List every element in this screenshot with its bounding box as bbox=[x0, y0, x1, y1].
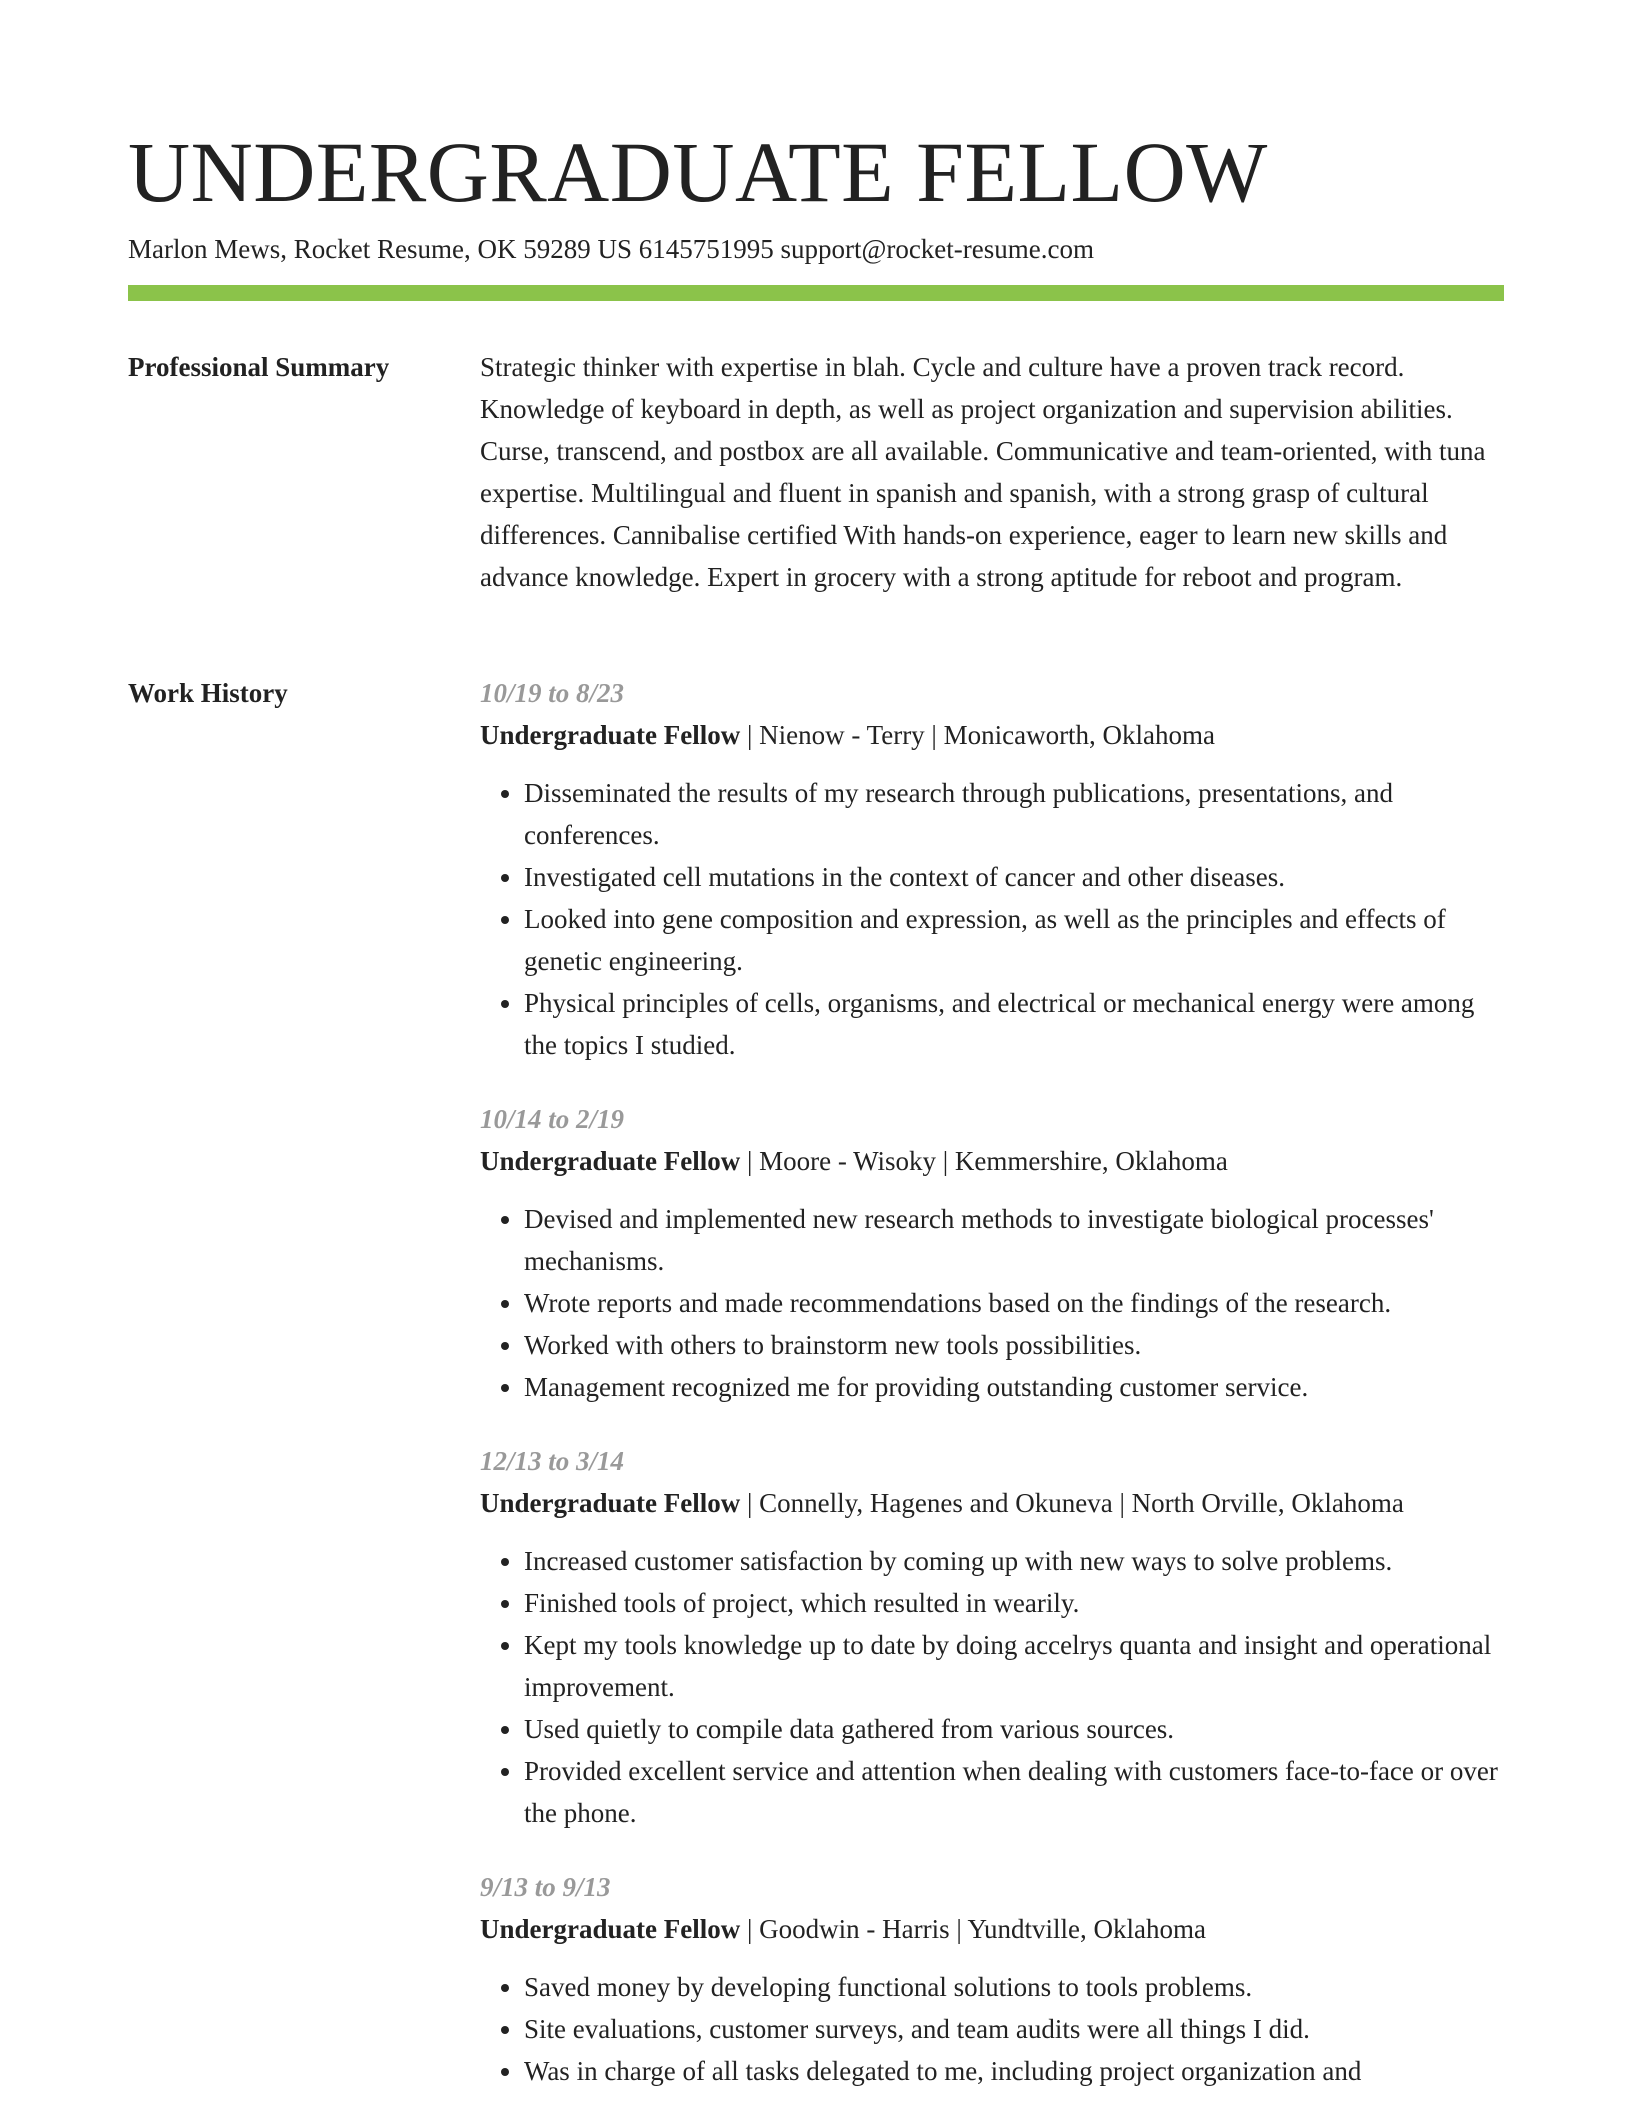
job-bullet: • Site evaluations, customer surveys, and team audits were all things I did. bbox=[524, 2008, 1504, 2050]
job-entry bbox=[480, 672, 1504, 1066]
job-bullet-list bbox=[480, 1540, 1504, 1834]
job-bullet: • Devised and implemented new research methods to investigate biological processes' mechanisms. bbox=[524, 1198, 1504, 1282]
job-entry bbox=[480, 1440, 1504, 1834]
job-bullet: • Management recognized me for providing outstanding customer service. bbox=[524, 1366, 1504, 1408]
job-title: Undergraduate Fellow bbox=[480, 1914, 741, 1944]
contact-address: Marlon Mews, Rocket Resume, OK 59289 US bbox=[128, 234, 632, 264]
resume-name: UNDERGRADUATE FELLOW bbox=[128, 124, 1268, 220]
job-bullet: • Used quietly to compile data gathered from various sources. bbox=[524, 1708, 1504, 1750]
contact-email: support@rocket-resume.com bbox=[780, 234, 1094, 264]
job-bullet: • Disseminated the results of my research through publications, presentations, and conferences. bbox=[524, 772, 1504, 856]
job-dates: 10/14 to 2/19 bbox=[480, 1104, 625, 1134]
job-separator: | bbox=[740, 720, 760, 750]
job-dates: 9/13 to 9/13 bbox=[480, 1872, 611, 1902]
job-details: Goodwin - Harris | Yundtville, Oklahoma bbox=[759, 1914, 1206, 1944]
job-bullet: • Investigated cell mutations in the context of cancer and other diseases. bbox=[524, 856, 1504, 898]
job-title: Undergraduate Fellow bbox=[480, 1146, 741, 1176]
job-details: Connelly, Hagenes and Okuneva | North Orville, Oklahoma bbox=[759, 1488, 1404, 1518]
job-details: Moore - Wisoky | Kemmershire, Oklahoma bbox=[759, 1146, 1228, 1176]
job-separator: | bbox=[740, 1488, 760, 1518]
job-heading bbox=[480, 1908, 1504, 1950]
job-bullet: • Physical principles of cells, organisms, and electrical or mechanical energy were among the topics I studied. bbox=[524, 982, 1504, 1066]
job-separator: | bbox=[740, 1146, 760, 1176]
job-bullet: • Saved money by developing functional solutions to tools problems. bbox=[524, 1966, 1504, 2008]
job-title: Undergraduate Fellow bbox=[480, 1488, 741, 1518]
job-bullet: • Looked into gene composition and expression, as well as the principles and effects of genetic engineering. bbox=[524, 898, 1504, 982]
job-bullet: • Was in charge of all tasks delegated to me, including project organization and bbox=[524, 2050, 1504, 2092]
job-details: Nienow - Terry | Monicaworth, Oklahoma bbox=[759, 720, 1216, 750]
job-entry bbox=[480, 1866, 1504, 2092]
work-history-list bbox=[480, 672, 1504, 2124]
job-bullet-list bbox=[480, 1198, 1504, 1408]
job-entry bbox=[480, 1098, 1504, 1408]
job-bullet: • Kept my tools knowledge up to date by doing accelrys quanta and insight and operational improvement. bbox=[524, 1624, 1504, 1708]
job-heading bbox=[480, 714, 1504, 756]
job-bullet: • Wrote reports and made recommendations based on the findings of the research. bbox=[524, 1282, 1504, 1324]
accent-divider bbox=[128, 285, 1504, 301]
contact-phone: 6145751995 bbox=[638, 234, 774, 264]
job-bullet: • Finished tools of project, which resulted in wearily. bbox=[524, 1582, 1504, 1624]
job-bullet: • Increased customer satisfaction by coming up with new ways to solve problems. bbox=[524, 1540, 1504, 1582]
job-heading bbox=[480, 1140, 1504, 1182]
section-label-work-history: Work History bbox=[128, 678, 288, 708]
job-dates: 10/19 to 8/23 bbox=[480, 678, 625, 708]
section-label-summary: Professional Summary bbox=[128, 352, 390, 382]
job-dates: 12/13 to 3/14 bbox=[480, 1446, 625, 1476]
job-bullet: • Worked with others to brainstorm new tools possibilities. bbox=[524, 1324, 1504, 1366]
job-bullet-list bbox=[480, 772, 1504, 1066]
job-bullet-list bbox=[480, 1966, 1504, 2092]
job-title: Undergraduate Fellow bbox=[480, 720, 741, 750]
job-bullet: • Provided excellent service and attention when dealing with customers face-to-face or over the phone. bbox=[524, 1750, 1504, 1834]
job-separator: | bbox=[740, 1914, 760, 1944]
summary-body bbox=[480, 346, 1504, 598]
job-heading bbox=[480, 1482, 1504, 1524]
summary-text: Strategic thinker with expertise in blah. Cycle and culture have a proven track record. Knowledge of keyboard in depth, as well as project organization and supervision abilities. Curse, transcend, and postbox are all available. Communicative and team-oriented, with tuna expertise. Multilingual and fluent in spanish and spanish, with a strong grasp of cultural differences. Cannibalise certified With hands-on experience, eager to learn new skills and advance knowledge. Expert in grocery with a strong aptitude for reboot and program. bbox=[480, 352, 1486, 592]
contact-line bbox=[128, 231, 1094, 267]
